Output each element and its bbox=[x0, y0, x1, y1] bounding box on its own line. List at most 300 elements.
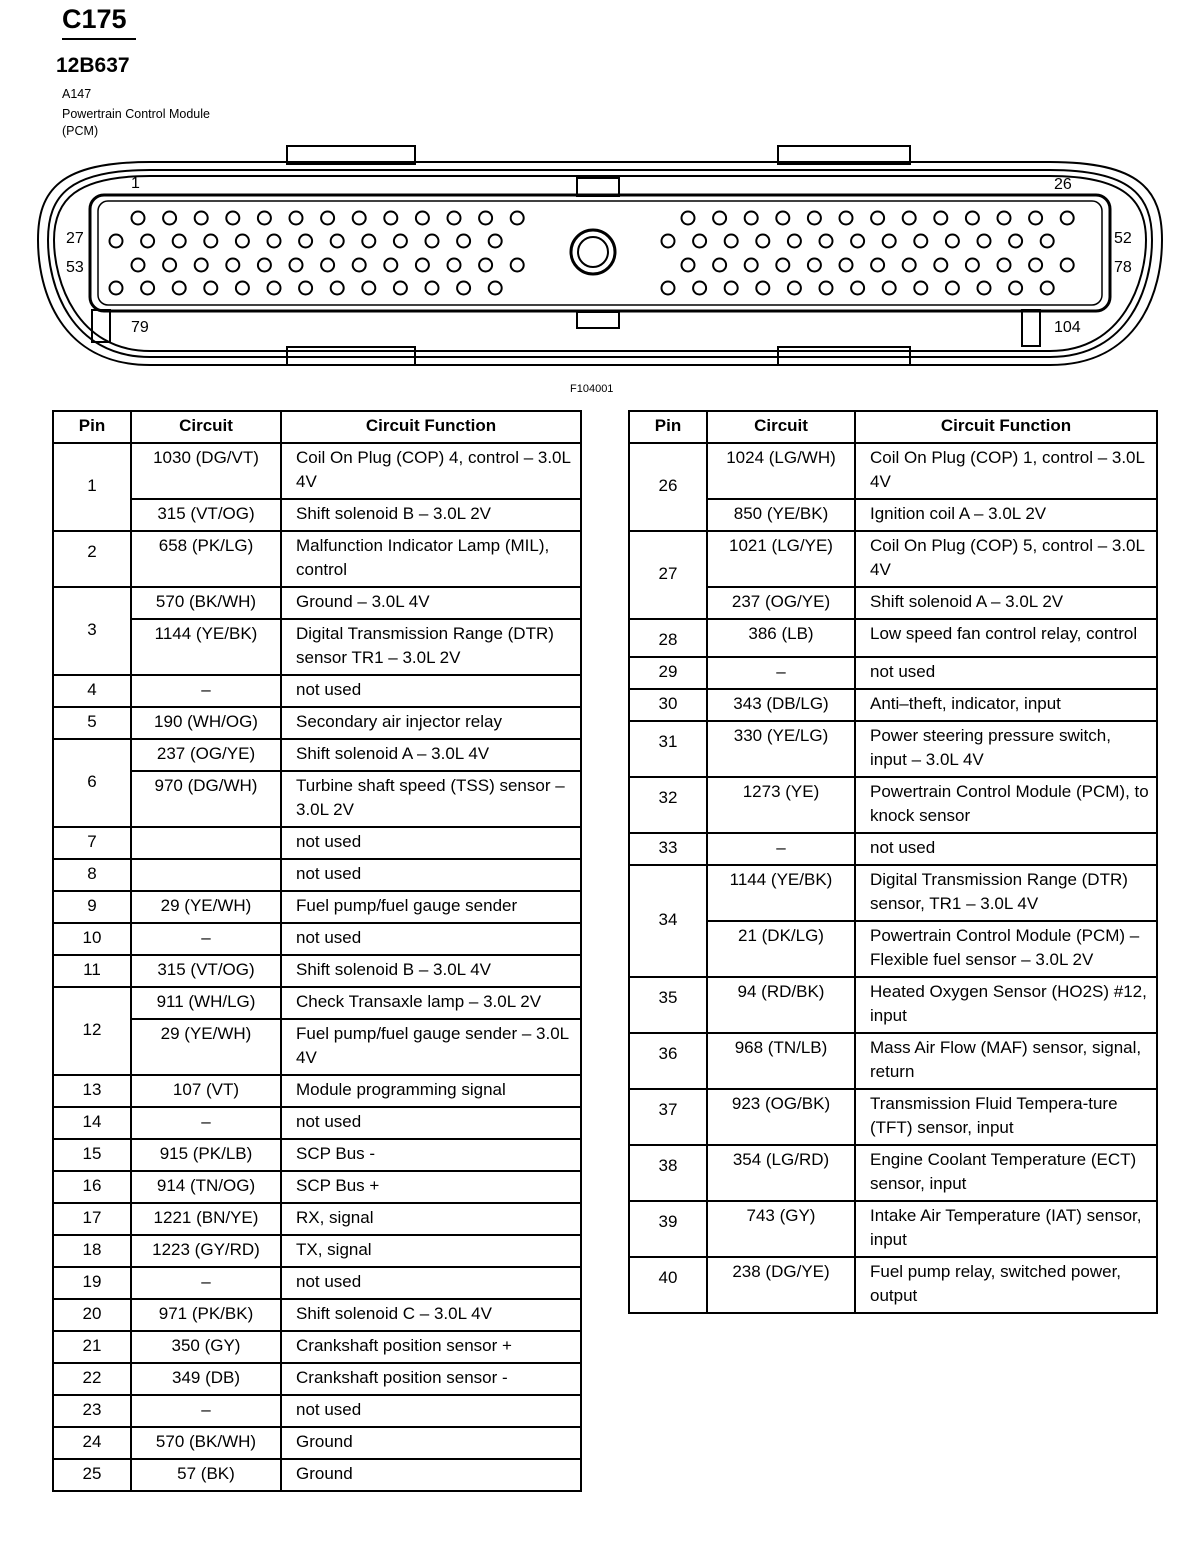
pin-number-cell: 5 bbox=[53, 707, 131, 739]
header-pin: Pin bbox=[629, 411, 707, 443]
table-row bbox=[629, 977, 1157, 1033]
pin-hole bbox=[479, 212, 492, 225]
table-row bbox=[53, 499, 581, 531]
pin-hole bbox=[110, 282, 123, 295]
pin-number-cell: 28 bbox=[629, 619, 707, 657]
pin-hole bbox=[725, 282, 738, 295]
pin-number-cell: 4 bbox=[53, 675, 131, 707]
circuit-cell: 21 (DK/LG) bbox=[707, 921, 855, 977]
circuit-function-cell: not used bbox=[281, 1395, 581, 1427]
table-row bbox=[53, 587, 581, 619]
table-row bbox=[53, 739, 581, 771]
pin-hole bbox=[394, 282, 407, 295]
pin-hole bbox=[745, 259, 758, 272]
circuit-function-cell: Transmission Fluid Tempera-ture (TFT) sensor, input bbox=[855, 1089, 1157, 1145]
circuit-function-cell: Ground – 3.0L 4V bbox=[281, 587, 581, 619]
pin-hole bbox=[141, 235, 154, 248]
circuit-cell: 29 (YE/WH) bbox=[131, 891, 281, 923]
circuit-function-cell: not used bbox=[281, 859, 581, 891]
circuit-cell: 349 (DB) bbox=[131, 1363, 281, 1395]
pin-number-cell: 7 bbox=[53, 827, 131, 859]
table-row bbox=[629, 1033, 1157, 1089]
table-row bbox=[629, 1257, 1157, 1313]
pin-hole bbox=[820, 235, 833, 248]
table-row bbox=[629, 1201, 1157, 1257]
pin-table-left bbox=[52, 410, 582, 1492]
circuit-cell: 1144 (YE/BK) bbox=[707, 865, 855, 921]
pin-hole bbox=[195, 259, 208, 272]
pin-hole bbox=[331, 282, 344, 295]
table-row bbox=[53, 1203, 581, 1235]
pin-hole bbox=[756, 235, 769, 248]
table-row bbox=[53, 1267, 581, 1299]
pin-hole bbox=[978, 235, 991, 248]
circuit-cell: 386 (LB) bbox=[707, 619, 855, 657]
pin-hole bbox=[788, 235, 801, 248]
pin-hole bbox=[258, 212, 271, 225]
table-row bbox=[629, 531, 1157, 587]
table-row bbox=[53, 1235, 581, 1267]
circuit-cell: 107 (VT) bbox=[131, 1075, 281, 1107]
pin-hole bbox=[236, 282, 249, 295]
circuit-function-cell: Heated Oxygen Sensor (HO2S) #12, input bbox=[855, 977, 1157, 1033]
pin-number-cell: 12 bbox=[53, 987, 131, 1075]
pin-hole bbox=[195, 212, 208, 225]
pin-hole bbox=[914, 282, 927, 295]
pin-hole bbox=[384, 212, 397, 225]
circuit-function-cell: Crankshaft position sensor - bbox=[281, 1363, 581, 1395]
pin-hole-grid bbox=[110, 212, 1074, 295]
title-underline bbox=[62, 38, 136, 40]
circuit-function-cell: Power steering pressure switch, input – 3.0L 4V bbox=[855, 721, 1157, 777]
pin-hole bbox=[489, 282, 502, 295]
circuit-function-cell: Ground bbox=[281, 1459, 581, 1491]
pin-number-cell: 2 bbox=[53, 531, 131, 587]
component-name-abbrev: (PCM) bbox=[62, 124, 99, 138]
table-row bbox=[53, 1363, 581, 1395]
table-row bbox=[53, 619, 581, 675]
pin-hole bbox=[163, 212, 176, 225]
table-row bbox=[53, 707, 581, 739]
connector-shell bbox=[38, 146, 1162, 365]
pin-hole bbox=[693, 235, 706, 248]
pin-hole bbox=[479, 259, 492, 272]
table-row bbox=[53, 675, 581, 707]
circuit-function-cell: Malfunction Indicator Lamp (MIL), control bbox=[281, 531, 581, 587]
table-row bbox=[629, 721, 1157, 777]
circuit-cell: 1021 (LG/YE) bbox=[707, 531, 855, 587]
circuit-function-cell: Module programming signal bbox=[281, 1075, 581, 1107]
pin-number-cell: 37 bbox=[629, 1089, 707, 1145]
component-code: A147 bbox=[62, 87, 92, 101]
circuit-function-cell: TX, signal bbox=[281, 1235, 581, 1267]
header-circuit: Circuit bbox=[131, 411, 281, 443]
pin-hole bbox=[204, 235, 217, 248]
circuit-cell: 315 (VT/OG) bbox=[131, 499, 281, 531]
table-row bbox=[53, 987, 581, 1019]
circuit-function-cell: Mass Air Flow (MAF) sensor, signal, return bbox=[855, 1033, 1157, 1089]
pin-label-79: 79 bbox=[131, 319, 149, 336]
pin-number-cell: 33 bbox=[629, 833, 707, 865]
circuit-cell: 970 (DG/WH) bbox=[131, 771, 281, 827]
pin-hole bbox=[998, 212, 1011, 225]
table-row bbox=[53, 955, 581, 987]
pin-label-52: 52 bbox=[1114, 230, 1132, 247]
circuit-function-cell: Crankshaft position sensor + bbox=[281, 1331, 581, 1363]
circuit-function-cell: Turbine shaft speed (TSS) sensor – 3.0L 2V bbox=[281, 771, 581, 827]
circuit-cell: 570 (BK/WH) bbox=[131, 587, 281, 619]
pin-hole bbox=[511, 212, 524, 225]
pin-number-cell: 34 bbox=[629, 865, 707, 977]
circuit-cell: – bbox=[707, 657, 855, 689]
pin-label-1: 1 bbox=[131, 175, 140, 192]
circuit-function-cell: Ground bbox=[281, 1427, 581, 1459]
circuit-cell: 29 (YE/WH) bbox=[131, 1019, 281, 1075]
circuit-cell: 354 (LG/RD) bbox=[707, 1145, 855, 1201]
pin-number-cell: 30 bbox=[629, 689, 707, 721]
pin-hole bbox=[321, 259, 334, 272]
part-number: 12B637 bbox=[56, 54, 130, 77]
circuit-cell: 238 (DG/YE) bbox=[707, 1257, 855, 1313]
pin-hole bbox=[353, 212, 366, 225]
circuit-function-cell: Digital Transmission Range (DTR) sensor, TR1 – 3.0L 4V bbox=[855, 865, 1157, 921]
circuit-function-cell: Digital Transmission Range (DTR) sensor TR1 – 3.0L 2V bbox=[281, 619, 581, 675]
pin-hole bbox=[173, 282, 186, 295]
pin-hole bbox=[946, 282, 959, 295]
pin-label-27: 27 bbox=[66, 230, 84, 247]
table-row bbox=[629, 443, 1157, 499]
pin-hole bbox=[226, 259, 239, 272]
table-row bbox=[53, 1427, 581, 1459]
table-row bbox=[53, 1395, 581, 1427]
pin-number-cell: 31 bbox=[629, 721, 707, 777]
circuit-cell: 1030 (DG/VT) bbox=[131, 443, 281, 499]
pin-number-cell: 40 bbox=[629, 1257, 707, 1313]
circuit-cell: 658 (PK/LG) bbox=[131, 531, 281, 587]
pin-table-right bbox=[628, 410, 1158, 1314]
pin-hole bbox=[883, 282, 896, 295]
circuit-function-cell: Intake Air Temperature (IAT) sensor, input bbox=[855, 1201, 1157, 1257]
table-row bbox=[53, 1139, 581, 1171]
circuit-cell: 1144 (YE/BK) bbox=[131, 619, 281, 675]
connector-id: C175 bbox=[62, 4, 127, 34]
circuit-function-cell: Coil On Plug (COP) 5, control – 3.0L 4V bbox=[855, 531, 1157, 587]
circuit-cell: 1223 (GY/RD) bbox=[131, 1235, 281, 1267]
pin-hole bbox=[204, 282, 217, 295]
circuit-cell: – bbox=[131, 923, 281, 955]
pin-hole bbox=[426, 282, 439, 295]
circuit-function-cell: Shift solenoid C – 3.0L 4V bbox=[281, 1299, 581, 1331]
circuit-function-cell: RX, signal bbox=[281, 1203, 581, 1235]
circuit-cell: 968 (TN/LB) bbox=[707, 1033, 855, 1089]
table-row bbox=[53, 1107, 581, 1139]
pin-hole bbox=[290, 212, 303, 225]
pin-number-cell: 38 bbox=[629, 1145, 707, 1201]
pin-number-cell: 10 bbox=[53, 923, 131, 955]
circuit-function-cell: not used bbox=[855, 657, 1157, 689]
pin-hole bbox=[871, 212, 884, 225]
table-row bbox=[53, 443, 581, 499]
pin-hole bbox=[914, 235, 927, 248]
pin-number-cell: 39 bbox=[629, 1201, 707, 1257]
circuit-cell: 315 (VT/OG) bbox=[131, 955, 281, 987]
pin-hole bbox=[448, 259, 461, 272]
table-row bbox=[629, 689, 1157, 721]
table-row bbox=[53, 1075, 581, 1107]
pin-hole bbox=[489, 235, 502, 248]
pin-hole bbox=[725, 235, 738, 248]
pin-hole bbox=[808, 259, 821, 272]
pin-hole bbox=[883, 235, 896, 248]
pin-hole bbox=[511, 259, 524, 272]
pin-hole bbox=[756, 282, 769, 295]
pin-number-cell: 8 bbox=[53, 859, 131, 891]
pin-hole bbox=[1029, 259, 1042, 272]
table-row bbox=[53, 859, 581, 891]
pin-hole bbox=[713, 259, 726, 272]
circuit-function-cell: Fuel pump/fuel gauge sender – 3.0L 4V bbox=[281, 1019, 581, 1075]
pin-hole bbox=[384, 259, 397, 272]
circuit-cell bbox=[131, 859, 281, 891]
pin-hole bbox=[132, 259, 145, 272]
pin-label-26: 26 bbox=[1054, 176, 1072, 193]
table-row bbox=[53, 1299, 581, 1331]
pin-hole bbox=[840, 212, 853, 225]
pin-hole bbox=[457, 235, 470, 248]
pin-number-cell: 18 bbox=[53, 1235, 131, 1267]
pin-hole bbox=[713, 212, 726, 225]
circuit-cell: 911 (WH/LG) bbox=[131, 987, 281, 1019]
pin-hole bbox=[788, 282, 801, 295]
pin-hole bbox=[903, 259, 916, 272]
table-row bbox=[53, 923, 581, 955]
table-row bbox=[629, 777, 1157, 833]
circuit-cell: 57 (BK) bbox=[131, 1459, 281, 1491]
pin-hole bbox=[662, 282, 675, 295]
pin-label-78: 78 bbox=[1114, 259, 1132, 276]
pin-hole bbox=[808, 212, 821, 225]
pin-hole bbox=[299, 235, 312, 248]
pin-hole bbox=[871, 259, 884, 272]
pin-hole bbox=[966, 259, 979, 272]
connector-face-diagram bbox=[0, 140, 1200, 380]
table-row bbox=[629, 1089, 1157, 1145]
pin-hole bbox=[173, 235, 186, 248]
figure-id: F104001 bbox=[570, 383, 614, 395]
pin-hole bbox=[416, 259, 429, 272]
circuit-cell: – bbox=[131, 1267, 281, 1299]
pin-number-cell: 27 bbox=[629, 531, 707, 619]
circuit-function-cell: Coil On Plug (COP) 1, control – 3.0L 4V bbox=[855, 443, 1157, 499]
pin-hole bbox=[268, 235, 281, 248]
pin-number-cell: 24 bbox=[53, 1427, 131, 1459]
pin-hole bbox=[132, 212, 145, 225]
circuit-cell: 570 (BK/WH) bbox=[131, 1427, 281, 1459]
circuit-function-cell: Secondary air injector relay bbox=[281, 707, 581, 739]
pin-hole bbox=[903, 212, 916, 225]
circuit-cell: 190 (WH/OG) bbox=[131, 707, 281, 739]
pin-number-cell: 17 bbox=[53, 1203, 131, 1235]
circuit-cell: 94 (RD/BK) bbox=[707, 977, 855, 1033]
pin-hole bbox=[1061, 212, 1074, 225]
pin-hole bbox=[662, 235, 675, 248]
circuit-function-cell: not used bbox=[281, 923, 581, 955]
circuit-function-cell: Powertrain Control Module (PCM), to knock sensor bbox=[855, 777, 1157, 833]
pin-hole bbox=[978, 282, 991, 295]
pin-hole bbox=[840, 259, 853, 272]
table-header-row bbox=[629, 411, 1157, 443]
component-name: Powertrain Control Module bbox=[62, 107, 210, 121]
pin-hole bbox=[1041, 235, 1054, 248]
pin-hole bbox=[851, 235, 864, 248]
circuit-function-cell: not used bbox=[281, 827, 581, 859]
table-row bbox=[53, 891, 581, 923]
circuit-cell: 350 (GY) bbox=[131, 1331, 281, 1363]
pin-number-cell: 15 bbox=[53, 1139, 131, 1171]
circuit-cell: 971 (PK/BK) bbox=[131, 1299, 281, 1331]
circuit-function-cell: Coil On Plug (COP) 4, control – 3.0L 4V bbox=[281, 443, 581, 499]
circuit-cell: – bbox=[131, 1107, 281, 1139]
pin-hole bbox=[934, 259, 947, 272]
circuit-function-cell: Ignition coil A – 3.0L 2V bbox=[855, 499, 1157, 531]
table-row bbox=[53, 1171, 581, 1203]
pin-hole bbox=[416, 212, 429, 225]
pin-hole bbox=[163, 259, 176, 272]
circuit-function-cell: Engine Coolant Temperature (ECT) sensor, input bbox=[855, 1145, 1157, 1201]
pin-hole bbox=[851, 282, 864, 295]
circuit-function-cell: Shift solenoid B – 3.0L 4V bbox=[281, 955, 581, 987]
circuit-cell: 1221 (BN/YE) bbox=[131, 1203, 281, 1235]
circuit-function-cell: Anti–theft, indicator, input bbox=[855, 689, 1157, 721]
pin-hole bbox=[966, 212, 979, 225]
circuit-function-cell: Shift solenoid A – 3.0L 2V bbox=[855, 587, 1157, 619]
pin-hole bbox=[682, 259, 695, 272]
circuit-function-cell: SCP Bus - bbox=[281, 1139, 581, 1171]
pin-number-cell: 1 bbox=[53, 443, 131, 531]
pin-number-cell: 25 bbox=[53, 1459, 131, 1491]
circuit-function-cell: not used bbox=[855, 833, 1157, 865]
pin-number-cell: 16 bbox=[53, 1171, 131, 1203]
table-row bbox=[53, 827, 581, 859]
pin-hole bbox=[331, 235, 344, 248]
pin-hole bbox=[1029, 212, 1042, 225]
pin-hole bbox=[820, 282, 833, 295]
circuit-function-cell: Fuel pump/fuel gauge sender bbox=[281, 891, 581, 923]
pin-hole bbox=[362, 282, 375, 295]
pin-hole bbox=[1041, 282, 1054, 295]
table-row bbox=[629, 1145, 1157, 1201]
table-row bbox=[629, 619, 1157, 657]
pin-number-cell: 36 bbox=[629, 1033, 707, 1089]
circuit-cell: 343 (DB/LG) bbox=[707, 689, 855, 721]
table-row bbox=[629, 921, 1157, 977]
pin-hole bbox=[693, 282, 706, 295]
circuit-cell: 237 (OG/YE) bbox=[131, 739, 281, 771]
pin-hole bbox=[448, 212, 461, 225]
pin-number-cell: 19 bbox=[53, 1267, 131, 1299]
pin-hole bbox=[934, 212, 947, 225]
pin-hole bbox=[353, 259, 366, 272]
header-circuit-function: Circuit Function bbox=[855, 411, 1157, 443]
circuit-function-cell: Shift solenoid B – 3.0L 2V bbox=[281, 499, 581, 531]
pin-number-cell: 14 bbox=[53, 1107, 131, 1139]
pin-hole bbox=[776, 259, 789, 272]
circuit-cell bbox=[131, 827, 281, 859]
pin-hole bbox=[362, 235, 375, 248]
pin-hole bbox=[998, 259, 1011, 272]
header-pin: Pin bbox=[53, 411, 131, 443]
circuit-cell: – bbox=[131, 1395, 281, 1427]
circuit-cell: – bbox=[131, 675, 281, 707]
circuit-function-cell: not used bbox=[281, 675, 581, 707]
header-circuit-function: Circuit Function bbox=[281, 411, 581, 443]
table-header-row bbox=[53, 411, 581, 443]
pin-number-cell: 13 bbox=[53, 1075, 131, 1107]
pin-label-104: 104 bbox=[1054, 319, 1081, 336]
pin-number-cell: 22 bbox=[53, 1363, 131, 1395]
pin-hole bbox=[426, 235, 439, 248]
circuit-cell: 914 (TN/OG) bbox=[131, 1171, 281, 1203]
pin-hole bbox=[745, 212, 758, 225]
table-row bbox=[629, 865, 1157, 921]
table-row bbox=[629, 657, 1157, 689]
pin-number-cell: 29 bbox=[629, 657, 707, 689]
pin-number-cell: 3 bbox=[53, 587, 131, 675]
table-row bbox=[53, 771, 581, 827]
pin-hole bbox=[776, 212, 789, 225]
circuit-cell: 743 (GY) bbox=[707, 1201, 855, 1257]
pin-number-cell: 11 bbox=[53, 955, 131, 987]
circuit-cell: 1273 (YE) bbox=[707, 777, 855, 833]
table-row bbox=[629, 587, 1157, 619]
pin-hole bbox=[1009, 282, 1022, 295]
circuit-function-cell: Shift solenoid A – 3.0L 4V bbox=[281, 739, 581, 771]
pin-hole bbox=[394, 235, 407, 248]
pin-hole bbox=[1061, 259, 1074, 272]
pin-hole bbox=[226, 212, 239, 225]
pin-hole bbox=[1009, 235, 1022, 248]
pin-hole bbox=[457, 282, 470, 295]
circuit-function-cell: not used bbox=[281, 1267, 581, 1299]
table-row bbox=[53, 1331, 581, 1363]
circuit-cell: 923 (OG/BK) bbox=[707, 1089, 855, 1145]
table-row bbox=[629, 499, 1157, 531]
pin-hole bbox=[321, 212, 334, 225]
pin-hole bbox=[141, 282, 154, 295]
pin-number-cell: 26 bbox=[629, 443, 707, 531]
pin-hole bbox=[258, 259, 271, 272]
circuit-cell: 1024 (LG/WH) bbox=[707, 443, 855, 499]
pin-number-cell: 21 bbox=[53, 1331, 131, 1363]
table-row bbox=[53, 531, 581, 587]
pin-number-cell: 20 bbox=[53, 1299, 131, 1331]
pin-hole bbox=[946, 235, 959, 248]
circuit-cell: 237 (OG/YE) bbox=[707, 587, 855, 619]
pin-hole bbox=[290, 259, 303, 272]
table-row bbox=[53, 1459, 581, 1491]
pin-hole bbox=[682, 212, 695, 225]
table-row bbox=[629, 833, 1157, 865]
pin-label-53: 53 bbox=[66, 259, 84, 276]
pin-number-cell: 23 bbox=[53, 1395, 131, 1427]
pin-hole bbox=[236, 235, 249, 248]
pin-hole bbox=[268, 282, 281, 295]
circuit-cell: – bbox=[707, 833, 855, 865]
circuit-function-cell: not used bbox=[281, 1107, 581, 1139]
table-row bbox=[53, 1019, 581, 1075]
circuit-function-cell: Fuel pump relay, switched power, output bbox=[855, 1257, 1157, 1313]
pin-number-cell: 32 bbox=[629, 777, 707, 833]
